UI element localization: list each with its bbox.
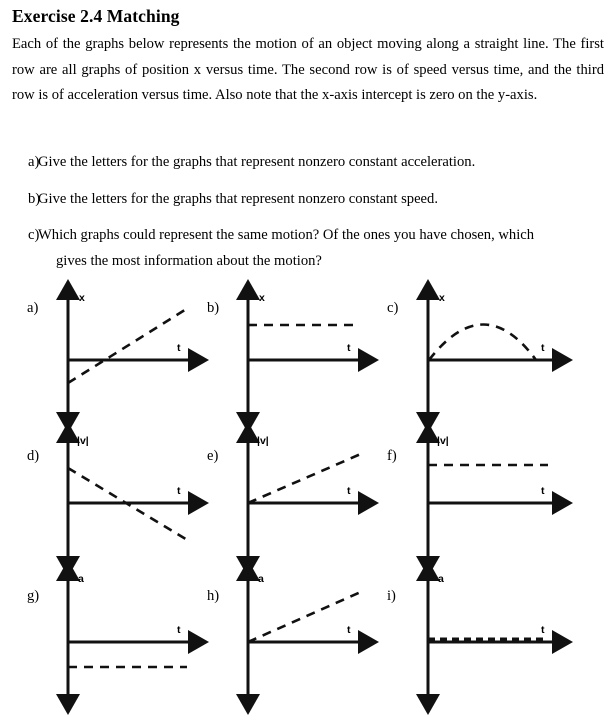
- graph-plot-a: [55, 283, 220, 423]
- graph-panel-i: [385, 571, 580, 711]
- graph-plot-g: [55, 571, 220, 711]
- t-axis-label-e: t: [347, 485, 351, 497]
- y-axis-label-c: x: [439, 292, 445, 304]
- graph-plot-c: [415, 283, 580, 423]
- graph-label-i: i): [387, 588, 396, 604]
- graph-label-b: b): [207, 300, 220, 316]
- graph-label-h: h): [207, 588, 220, 604]
- t-axis-label-f: t: [541, 485, 545, 497]
- y-axis-label-a: x: [79, 292, 85, 304]
- y-axis-label-d: |v|: [77, 435, 89, 447]
- y-axis-label-g: a: [78, 573, 84, 585]
- graph-plot-d: [55, 431, 220, 571]
- graph-panel-b: [205, 283, 400, 423]
- graph-label-c: c): [387, 300, 399, 316]
- y-axis-label-b: x: [259, 292, 265, 304]
- t-axis-label-i: t: [541, 624, 545, 636]
- graph-plot-i: [415, 571, 580, 711]
- question-text-c: [38, 223, 604, 274]
- graph-panel-f: [385, 431, 580, 571]
- y-axis-label-h: a: [258, 573, 264, 585]
- graph-plot-f: [415, 431, 580, 571]
- question-text-c-line2: gives the most information about the motion?: [56, 252, 322, 269]
- question-item-c: [12, 223, 604, 274]
- graph-label-e: e): [207, 448, 219, 464]
- t-axis-label-c: t: [541, 342, 545, 354]
- graph-grid: [0, 283, 615, 728]
- graph-panel-h: [205, 571, 400, 711]
- intro-paragraph: Each of the graphs below represents the motion of an object moving along a straight line. The first row are all graphs of position x versus time. The second row is of speed versus time, and the third row is of acceleration versus time. Also note that the x-axis intercept is zero on the y-axis.: [12, 36, 604, 103]
- graph-panel-d: [25, 431, 220, 571]
- graph-panel-c: [385, 283, 580, 423]
- question-text-b: Give the letters for the graphs that represent nonzero constant speed.: [38, 190, 438, 207]
- t-axis-label-g: t: [177, 624, 181, 636]
- data-curve-h: [248, 591, 363, 642]
- page-title: Exercise 2.4 Matching: [12, 6, 180, 26]
- t-axis-label-a: t: [177, 342, 181, 354]
- t-axis-label-d: t: [177, 485, 181, 497]
- question-marker-a: a): [28, 154, 40, 170]
- graph-label-f: f): [387, 448, 397, 464]
- graph-plot-h: [235, 571, 400, 711]
- t-axis-label-b: t: [347, 342, 351, 354]
- graph-label-d: d): [27, 448, 40, 464]
- question-item-a: [12, 150, 604, 176]
- graph-label-a: a): [27, 300, 39, 316]
- graph-panel-a: [25, 283, 220, 423]
- question-marker-c: c): [28, 227, 40, 243]
- y-axis-label-e: |v|: [257, 435, 269, 447]
- graph-plot-b: [235, 283, 400, 423]
- y-axis-label-i: a: [438, 573, 444, 585]
- data-curve-e: [248, 453, 363, 503]
- graph-plot-e: [235, 431, 400, 571]
- question-list: [12, 150, 604, 285]
- question-text-a: Give the letters for the graphs that represent nonzero constant acceleration.: [38, 154, 476, 170]
- question-text-c-line1: Which graphs could represent the same motion? Of the ones you have chosen, which: [38, 227, 535, 243]
- data-curve-a: [68, 308, 188, 383]
- t-axis-label-h: t: [347, 624, 351, 636]
- question-item-b: [12, 187, 604, 213]
- graph-panel-e: [205, 431, 400, 571]
- question-marker-b: b): [28, 190, 41, 207]
- y-axis-label-f: |v|: [437, 435, 449, 447]
- graph-panel-g: [25, 571, 220, 711]
- graph-label-g: g): [27, 588, 40, 604]
- data-curve-c: [429, 325, 536, 361]
